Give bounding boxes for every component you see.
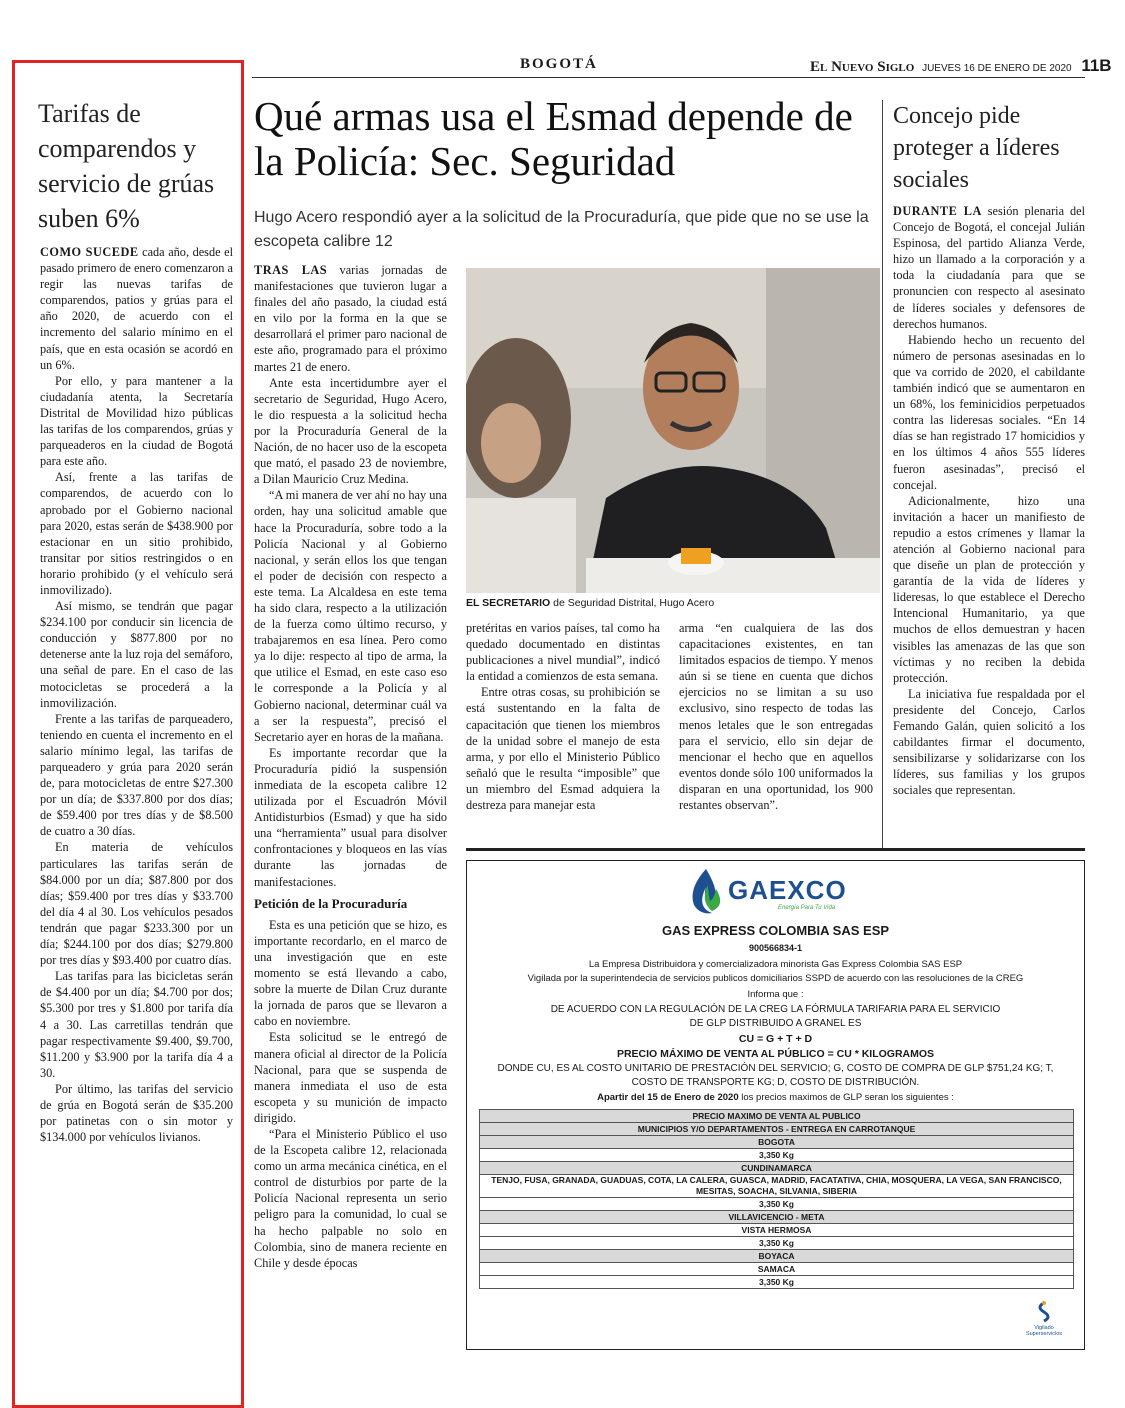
nit: 900566834-1 [748,943,803,953]
table-row: SAMACA [480,1263,1074,1276]
main-paragraph-5: Esta es una petición que se hizo, es importante recordarlo, en el marco de una investigación que en este momento se está llevando a cabo, sobre la muerte de Dilan Cruz durante la jornada de paros que se llevaron a cabo en noviembre. [254,917,447,1029]
main-article-headline: Qué armas usa el Esmad depende de la Policía: Sec. Seguridad [254,93,853,184]
left-paragraph-4: Así mismo, se tendrán que pagar $234.100 por conducir sin licencia de conducción y $877.800 por no detenerse ante la luz roja del semáforo, una señal de pare. En el caso de las motocicletas se procederá a la inmovilización. [40,599,233,710]
table-row: 3,350 Kg [480,1198,1074,1211]
tariff-formula: CU = G + T + D [738,1033,813,1045]
column-rule [882,100,883,848]
main-paragraph-10: arma “en cualquiera de las dos capacitaciones existentes, en tan limitados espacios de tiempo. Y menos aún si se tiene en cuenta que dichos ejercicios no se limitan a su uso exclusivo, sino respecto de todas las menos letales que le son entregadas para el servicio, ello sin dejar de mencionar el hecho que en aquellos eventos donde sólo 100 uniformados la disparan en una oportunidad, los 900 restantes observan”. [679,621,873,813]
left-paragraph-1 [40,244,233,373]
table-row: TENJO, FUSA, GRANADA, GUADUAS, COTA, LA CALERA, GUASCA, MADRID, FACATATIVA, CHIA, MOSQUERA, LA VEGA, SAN FRANCISCO, MESITAS, SOACHA, SILVANIA, SIBERIA [480,1175,1074,1198]
page-header-right [810,56,1112,76]
main-article-column-2 [466,620,660,813]
main-article-subhead: Hugo Acero respondió ayer a la solicitud de la Procuraduría, que pide que no se use la escopeta calibre 12 [254,209,869,250]
price-table [479,1109,1074,1289]
table-row: 3,350 Kg [480,1276,1074,1289]
ad-line-4: DE ACUERDO CON LA REGULACIÓN DE LA CREG LA FÓRMULA TARIFARIA PARA EL SERVICIO [550,1004,1001,1015]
price-formula: PRECIO MÁXIMO DE VENTA AL PÚBLICO = CU * KILOGRAMOS [616,1048,935,1060]
table-row: VISTA HERMOSA [480,1224,1074,1237]
header-rule [252,77,1085,78]
lead-in: COMO SUCEDE [40,245,139,259]
main-paragraph-4: Es importante recordar que la Procuraduría pidió la suspensión inmediata de la escopeta calibre 12 utilizada por el Escuadrón Móvil Antidisturbios (Esmad) y que ha sido una “herramienta” usual para disolver confrontaciones y bloqueos en las vías durante las jornadas de manifestaciones. [254,745,447,889]
ad-line-2: Vigilada por la superintendecia de servicios publicos domiciliarios SSPD de acuerdo con las resoluciones de la CREG [527,973,1024,984]
flame-icon [682,867,728,917]
issue-date: JUEVES 16 DE ENERO DE 2020 [922,63,1072,74]
table-subheader: MUNICIPIOS Y/O DEPARTAMENTOS - ENTREGA EN CARROTANQUE [480,1123,1074,1136]
table-row: BOYACA [480,1250,1074,1263]
page-number: 11B [1081,56,1112,75]
gaexco-logo [682,867,882,917]
paragraph-text: varias jornadas de manifestaciones que tuvieron lugar a finales del año pasado, la ciudad está en vilo por la forma en la que se desarrollará el primer paro nacional de este año, programado para el próximo martes 21 de enero. [254,263,447,374]
table-row: 3,350 Kg [480,1149,1074,1162]
ad-top-rule [466,848,1085,851]
ad-line-8 [467,1092,1084,1103]
left-paragraph-3: Así, frente a las tarifas de comparendos, de acuerdo con lo aprobado por el Gobierno nacional para 2020, estas serán de $438.900 por estacionar en un sitio prohibido, transitar por sitios restringidos o en horario prohibido (y el vehículo será inmovilizado). [40,470,233,597]
superservicios-seal [1019,1301,1069,1341]
main-paragraph-7: “Para el Ministerio Público el uso de la Escopeta calibre 12, relacionada como un arma mecánica cinética, en el control de disturbios por parte de la Policía Nacional representa un serio peligro para la comunidad, lo cual se ha hecho palpable no solo en Colombia, sino de manera reciente en Chile y desde épocas [254,1126,447,1270]
effective-date: Apartir del 15 de Enero de 2020 [597,1092,739,1103]
company-name: GAS EXPRESS COLOMBIA SAS ESP [661,923,890,938]
section-name: BOGOTÁ [520,56,598,72]
left-article-body [40,244,233,1145]
photo-illustration [466,268,880,593]
seal-icon [1034,1301,1054,1323]
main-paragraph-2: Ante esta incertidumbre ayer el secretario de Seguridad, Hugo Acero, le dio respuesta a la solicitud hecha por la Procuraduría General de la Nación, de no hacer uso de la escopeta que mató, el pasado 23 de noviembre, a Dilan Mauricio Cruz Medina. [254,375,447,487]
right-paragraph-1 [893,203,1085,332]
lead-in: TRAS LAS [254,263,328,277]
ad-line-8-text: los precios maximos de GLP seran los siguientes : [738,1092,954,1103]
table-row: BOGOTA [480,1136,1074,1149]
main-paragraph-3: “A mi manera de ver ahí no hay una orden, hay una solicitud amable que hace la Procuraduría, sobre todo a la Policía Nacional y al Gobierno nacional, y serán ellos los que tengan el poder de decisión con respecto a este tema. La Alcaldesa en este tema ha sido clara, respecto a la utilización de la fuerza como último recurso, y trabajaremos en esa línea. Pero como ya lo dije: respecto al tipo de arma, la que utilice el Esmad, en este caso eso le corresponde a la Policía y al Gobierno nacional, determinar cuál va a ser la respuesta”, precisó el Secretario ayer en horas de la mañana. [254,488,447,744]
ad-line-3: Informa que : [747,989,804,1000]
right-article-headline: Concejo pide proteger a líderes sociales [893,103,1060,193]
main-paragraph-8: pretéritas en varios países, tal como ha quedado documentado en distintas publicaciones a nivel mundial”, indicó la entidad a comienzos de esta semana. [466,621,660,684]
right-paragraph-3: Adicionalmente, hizo una invitación a hacer un manifiesto de repudio a estos crímenes y llamar la atención al Gobierno nacional para que diseñe un plan de protección y garantía de la vida de líderes y lideresas, lo que establece el Derecho Intencional Humanitario, ya que muchos de ellos demuestran y hacen visibles las amenazas de las que son víctimas y no reciben la debida protección. [893,493,1085,685]
main-paragraph-6: Esta solicitud se le entregó de manera oficial al director de la Policía Nacional, para que se suspenda de manera inmediata el uso de esta escopeta y su munición de impacto dirigido. [254,1030,447,1125]
left-paragraph-8: Por último, las tarifas del servicio de grúa en Bogotá serán de $35.200 por patinetas con o sin motor y $134.000 por vehículos livianos. [40,1081,233,1145]
ad-line-1: La Empresa Distribuidora y comercializadora minorista Gas Express Colombia SAS ESP [588,959,963,970]
publication-name: El Nuevo Siglo [810,59,915,75]
ad-line-5: DE GLP DISTRIBUIDO A GRANEL ES [689,1018,862,1029]
table-row: 3,350 Kg [480,1237,1074,1250]
paragraph-text: cada año, desde el pasado primero de enero comenzaron a regir las nuevas tarifas de comparendos, patios y grúas para el año 2020, de acuerdo con el incremento del salario mínimo en el país, que en esta ocasión se acordó en un 6%. [40,245,233,372]
main-article-column-1 [254,262,447,1271]
right-paragraph-4: La iniciativa fue respaldada por el presidente del Concejo, Carlos Femando Galán, quien solicitó a los cabildantes firmar el documento, sensibilizarse y solidarizarse con los líderes, sus familias y los grupos sociales que representan. [893,686,1085,798]
table-row: VILLAVICENCIO - META [480,1211,1074,1224]
brand-name: GAEXCO [728,875,847,905]
caption-text: de Seguridad Distrital, Hugo Acero [550,597,715,609]
section-title: Petición de la Procuraduría [254,895,408,911]
table-row: CUNDINAMARCA [480,1162,1074,1175]
paragraph-text: sesión plenaria del Concejo de Bogotá, el concejal Julián Espinosa, del partido Alianza Verde, hizo un llamado a la corporación y a toda la ciudadanía para que se pronuncien con respecto al asesinato de líderes sociales y defensores de derechos humanos. [893,204,1085,331]
article-photo [466,268,880,593]
ad-line-6: DONDE CU, ES AL COSTO UNITARIO DE PRESTACIÓN DEL SERVICIO; G, COSTO DE COMPRA DE GLP $751,24 KG; T, [497,1063,1054,1074]
seal-text: Vigilado Superservicios [1025,1325,1063,1337]
main-paragraph-9: Entre otras cosas, su prohibición se está sustentando en la falta de capacitación que tienen los miembros de la unidad sobre el manejo de esta arma, y por ello el Ministerio Público señaló que le resulta “imposible” que un miembro del Esmad adquiera la destreza para manejar esta [466,685,660,813]
left-paragraph-7: Las tarifas para las bicicletas serán de $4.400 por un día; $4.700 por dos; $5.300 por tres y $1.800 por tarifa día 4 a 30. Las carretillas tendrán que pagar respectivamente $9.400, $9.700, $11.200 y $3.900 por la tarifa día 4 a 30. [40,969,233,1080]
brand-tagline: Energía Para Tu Vida [778,905,836,911]
photo-caption [466,597,880,609]
lead-in: DURANTE LA [893,204,982,218]
left-paragraph-2: Por ello, y para mantener a la ciudadanía atenta, la Secretaría Distrital de Movilidad hizo públicas las tarifas de los comparendos, grúas y parqueaderos en la ciudad de Bogotá para este año. [40,373,233,469]
gaexco-advertisement [466,860,1085,1350]
caption-lead: EL SECRETARIO [466,597,551,609]
left-paragraph-5: Frente a las tarifas de parqueadero, teniendo en cuenta el incremento en el salario mínimo legal, las tarifas de parqueadero y grúa para 2020 serán de, para motocicletas de entre $27.300 por un día; de $337.800 por dos días; de $59.400 por tres días y de $8.500 de cuatro a 30 días. [40,711,233,839]
table-header: PRECIO MAXIMO DE VENTA AL PUBLICO [480,1110,1074,1123]
left-paragraph-6: En materia de vehículos particulares las tarifas serán de $84.000 por un día; $87.800 por dos días; $59.400 por tres días y $33.700 del día 4 al 30. Los vehículos pesados tendrán que pagar $233.300 por un día; $244.100 por dos días; $279.800 por tres días y $93.400 por cuatro días. [40,840,233,968]
right-paragraph-2: Habiendo hecho un recuento del número de personas asesinadas en lo que va corrido de 2020, el cabildante también indicó que se aumentaron en un 68%, los feminicidios perpetuados contra las lideresas sociales. “En 14 días se han registrado 17 homicidios y en los últimos 4 años 555 líderes fueron asesinadas”, precisó el concejal. [893,332,1085,492]
ad-line-7: COSTO DE TRANSPORTE KG; D, COSTO DE DISTRIBUCIÓN. [631,1077,920,1088]
main-paragraph-1 [254,262,447,375]
right-article-body [893,203,1085,798]
main-article-column-3 [679,620,873,813]
left-article-headline: Tarifas de comparendos y servicio de grúas suben 6% [38,99,215,233]
